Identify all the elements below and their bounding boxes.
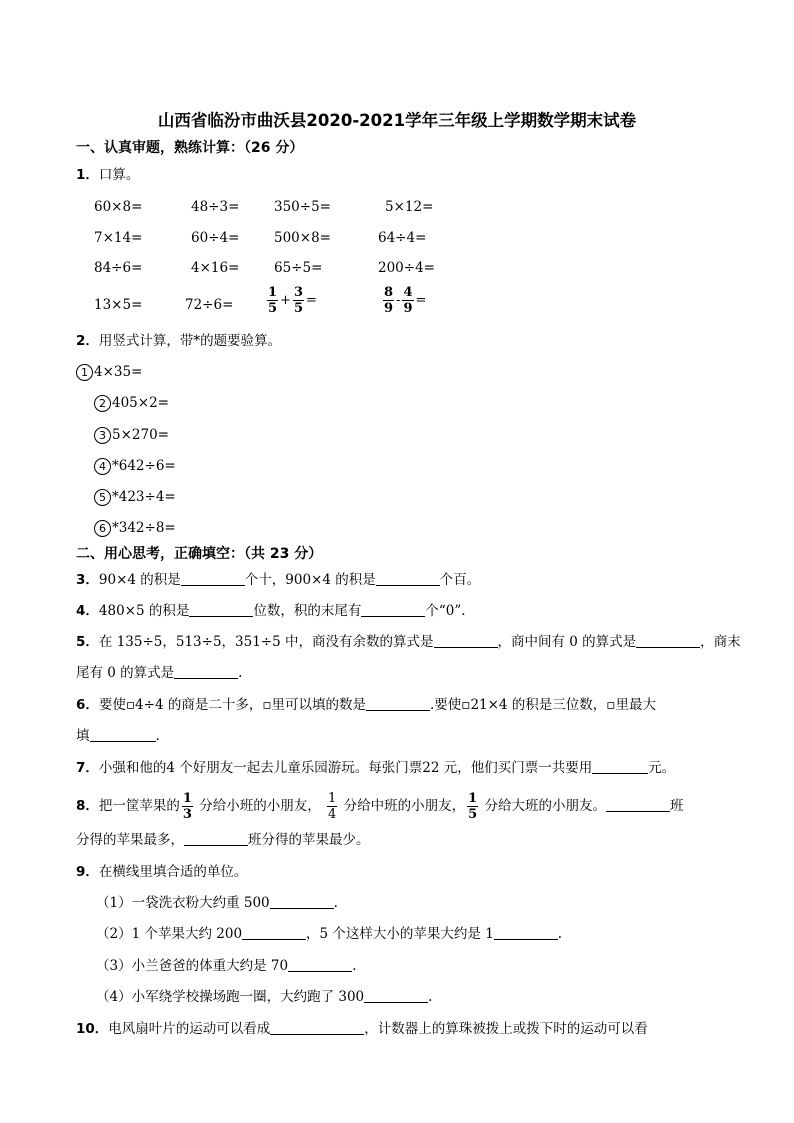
answer-blank[interactable] [242,925,306,940]
oral-calc-item: 48÷3= [191,199,240,215]
question-9-part-1 [96,894,338,912]
question-text: 要使▫4÷4 的商是二十多，▫里可以填的数是 [98,697,366,713]
question-text: （4）小军绕学校操场跑一圈，大约跑了 300 [96,989,365,1005]
question-1 [76,166,139,184]
answer-blank[interactable] [270,894,334,909]
exam-title: 山西省临汾市曲沃县2020-2021学年三年级上学期数学期末试卷 [157,111,637,130]
answer-blank[interactable] [361,602,425,617]
question-text: 分给小班的小朋友， [199,798,321,814]
question-8 [76,791,683,821]
numerator: 1 [182,791,192,806]
answer-blank[interactable] [288,957,352,972]
vertical-calc-item [94,394,169,412]
question-text: 位数，积的末尾有 [253,603,362,619]
question-text: 元。 [648,760,676,776]
answer-blank[interactable] [606,797,670,812]
question-text: 口算。 [98,167,140,183]
vertical-calc-item [94,519,176,537]
answer-blank[interactable] [270,1020,364,1035]
question-text: ，商末 [700,634,741,650]
circled-number: 1 [76,364,93,381]
oral-calc-item: 72÷6= [185,297,234,313]
calc-expression: 405×2= [112,395,169,411]
question-number: 3． [76,572,99,588]
question-number: 5． [76,634,99,650]
question-text: . [428,989,433,1005]
denominator: 4 [328,807,337,822]
question-text: 填 [76,728,90,744]
calc-expression: *342÷8= [112,520,176,536]
question-5 [76,633,741,651]
oral-calc-item: 7×14= [94,230,143,246]
section-1-heading: 一、认真审题，熟练计算：（26 分） [76,140,304,156]
question-6-continued [76,727,160,745]
question-number: 9． [76,864,99,880]
question-4 [76,602,466,620]
question-text: .要使▫21×4 的积是三位数，▫里最大 [430,697,656,713]
question-text: 个百。 [439,572,481,588]
oral-calc-item: 5×12= [385,199,434,215]
question-text: 把一筐苹果的 [98,798,180,814]
question-3 [76,571,480,589]
circled-number: 4 [94,458,111,475]
answer-blank[interactable] [376,571,440,586]
question-text: 小强和他的4 个好朋友一起去儿童乐园游玩。每张门票22 元，他们买门票一共要用 [98,760,593,776]
question-7 [76,759,675,777]
question-text: ，计数器上的算珠被拨上或拨下时的运动可以看 [364,1021,648,1037]
question-text: 分给大班的小朋友。 [484,798,606,814]
oral-calc-item: 60×8= [94,199,143,215]
question-text: . [333,895,338,911]
question-number: 6． [76,697,99,713]
question-9 [76,863,247,881]
question-text: . [238,665,243,681]
question-2 [76,332,281,350]
numerator: 1 [468,791,478,806]
fraction [402,286,413,315]
answer-blank[interactable] [181,571,245,586]
question-text: ，商中间有 0 的算式是 [497,634,637,650]
question-9-part-3 [96,957,356,975]
oral-calc-item: 4×16= [191,260,240,276]
question-text: . [352,958,357,974]
vertical-calc-item [76,363,142,381]
fraction-expression [381,286,426,315]
numerator: 3 [293,285,303,300]
oral-calc-item: 84÷6= [94,260,143,276]
question-text: （3）小兰爸爸的体重大约是 70 [96,958,289,974]
answer-blank[interactable] [184,831,248,846]
answer-blank[interactable] [189,602,253,617]
calc-expression: 4×35= [94,364,143,380]
question-text: 90×4 的积是 [98,572,181,588]
oral-calc-item: 64÷4= [378,230,427,246]
answer-blank[interactable] [366,696,430,711]
answer-blank[interactable] [434,633,498,648]
operator: + [280,293,291,308]
numerator: 1 [268,285,278,300]
question-text: 在 135÷5，513÷5，351÷5 中，商没有余数的算式是 [98,634,434,650]
question-text: （1）一袋洗衣粉大约重 500 [96,895,270,911]
oral-calc-item: 65÷5= [274,260,323,276]
calc-expression: *423÷4= [112,489,176,505]
question-number: 7． [76,760,99,776]
fraction [383,286,394,315]
denominator: 9 [403,301,413,316]
equals: = [415,293,427,308]
circled-number: 6 [94,520,111,537]
question-text: . [557,926,563,942]
question-text: 用竖式计算，带*的题要验算。 [98,333,282,349]
answer-blank[interactable] [174,664,238,679]
fraction [182,792,193,821]
question-text: 分给中班的小朋友， [343,798,466,814]
question-6 [76,696,656,714]
oral-calc-item: 350÷5= [274,199,331,215]
question-text: 在横线里填合适的单位。 [98,864,248,880]
oral-calc-item: 13×5= [94,297,143,313]
question-10 [76,1020,648,1038]
question-text: 分得的苹果最多， [76,832,184,848]
fraction-expression [265,286,317,315]
equals: = [306,293,317,308]
question-text: 个十，900×4 的积是 [244,572,376,588]
question-9-part-4 [96,988,432,1006]
question-text: 班分得的苹果最少。 [248,832,370,848]
denominator: 5 [468,807,478,822]
question-number: 10． [76,1021,109,1037]
question-number: 8． [76,798,99,814]
fraction [293,286,304,315]
answer-blank[interactable] [592,759,648,774]
oral-calc-item: 200÷4= [378,260,435,276]
operator: - [396,293,401,308]
answer-blank[interactable] [364,988,428,1003]
question-text: . [155,728,160,744]
answer-blank[interactable] [636,633,700,648]
question-number: 4． [76,603,99,619]
question-text: ，5 个这样大小的苹果大约是 1 [306,926,494,942]
numerator: 4 [403,285,413,300]
oral-calc-item: 60÷4= [191,230,240,246]
denominator: 3 [182,807,192,822]
oral-calc-item: 500×8= [274,230,331,246]
vertical-calc-item [94,426,169,444]
section-2-heading: 二、用心思考，正确填空：（共 23 分） [76,546,323,562]
denominator: 5 [293,301,303,316]
question-5-continued [76,664,242,682]
question-text: 尾有 0 的算式是 [76,665,175,681]
question-text: 个“0”. [425,603,466,619]
answer-blank[interactable] [494,925,558,940]
circled-number: 3 [94,427,111,444]
numerator: 1 [328,791,337,806]
question-text: 班 [669,798,684,814]
vertical-calc-item [94,457,176,475]
fraction [267,286,278,315]
vertical-calc-item [94,488,176,506]
question-9-part-2 [96,925,562,943]
calc-expression: *642÷6= [112,458,176,474]
question-text: 480×5 的积是 [98,603,190,619]
answer-blank[interactable] [90,727,156,742]
denominator: 5 [268,301,278,316]
question-text: 电风扇叶片的运动可以看成 [108,1021,271,1037]
fraction [467,792,478,821]
denominator: 9 [384,301,394,316]
numerator: 8 [384,285,394,300]
question-number: 2． [76,333,99,349]
circled-number: 2 [94,395,111,412]
question-8-continued [76,831,370,849]
question-text: （2）1 个苹果大约 200 [96,926,243,942]
calc-expression: 5×270= [112,427,169,443]
fraction [327,792,337,821]
question-number: 1． [76,167,99,183]
circled-number: 5 [94,489,111,506]
